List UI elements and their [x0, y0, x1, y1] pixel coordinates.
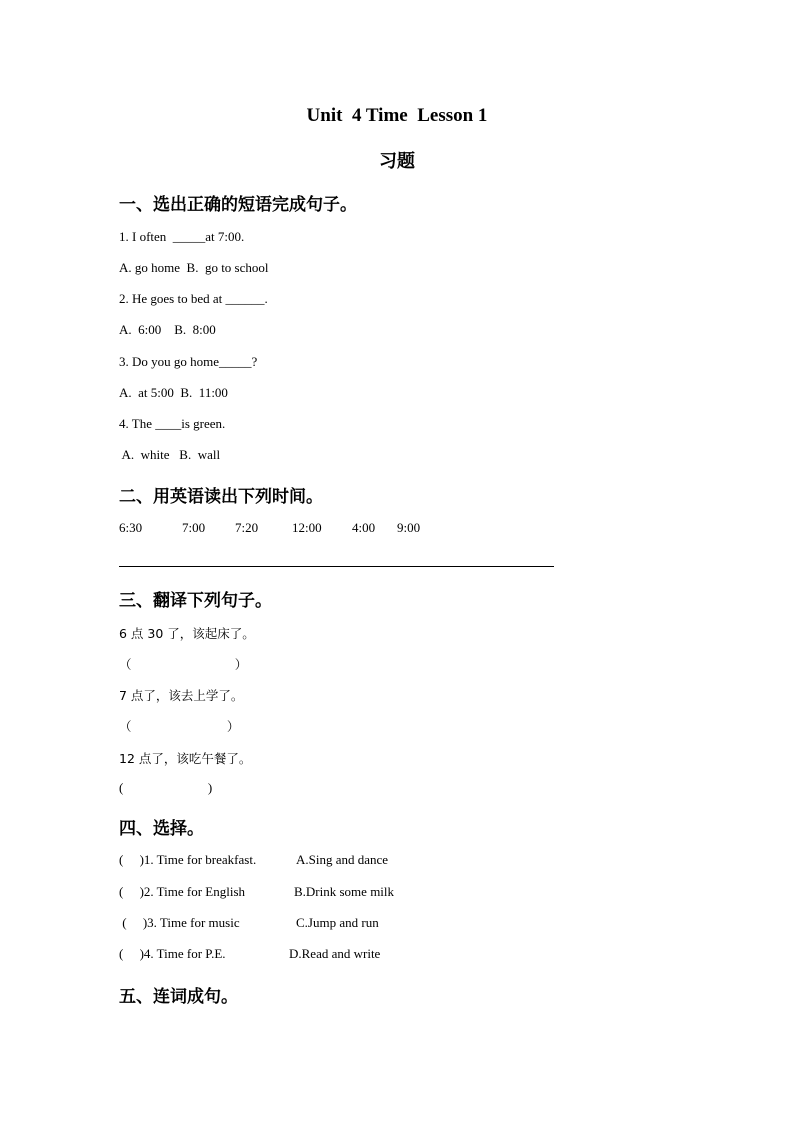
s4-choice-c: C.Jump and run [296, 915, 379, 930]
section-4-heading: 四、选择。 [119, 819, 204, 839]
section-1-heading: 一、选出正确的短语完成句子。 [119, 195, 357, 215]
section-3-heading: 三、翻译下列句子。 [119, 591, 272, 611]
s1-question-3: 3. Do you go home_____? [119, 354, 258, 369]
s4-question-1: ( )1. Time for breakfast. [119, 852, 257, 867]
s1-options-4: A. white B. wall [119, 447, 221, 462]
s4-choice-d: D.Read and write [289, 946, 381, 961]
s3-sentence-1: 6 点 30 了，该起床了。 [119, 626, 255, 641]
s1-options-3: A. at 5:00 B. 11:00 [119, 385, 228, 400]
page-title: Unit 4 Time Lesson 1 [306, 105, 488, 126]
s1-options-2: A. 6:00 B. 8:00 [119, 322, 216, 337]
s4-question-2: ( )2. Time for English [119, 884, 246, 899]
s3-answer-blank-3: ( ) [119, 780, 213, 795]
s3-answer-blank-1: （ ） [119, 657, 248, 672]
time-item: 6:30 [119, 520, 143, 535]
s4-choice-a: A.Sing and dance [296, 852, 389, 867]
section-5-heading: 五、连词成句。 [119, 987, 238, 1007]
s1-question-1: 1. I often _____at 7:00. [119, 229, 245, 244]
time-item: 7:00 [182, 520, 206, 535]
s4-question-4: ( )4. Time for P.E. [119, 946, 226, 961]
page-subtitle: 习题 [379, 151, 415, 171]
section-2-heading: 二、用英语读出下列时间。 [119, 487, 323, 507]
s1-question-4: 4. The ____is green. [119, 416, 226, 431]
s3-answer-blank-2: （ ） [119, 719, 240, 734]
s4-question-3: ( )3. Time for music [119, 915, 240, 930]
time-item: 7:20 [235, 520, 259, 535]
s3-sentence-2: 7 点了，该去上学了。 [119, 688, 244, 703]
answer-line [119, 566, 554, 567]
time-item: 12:00 [292, 520, 322, 535]
s1-question-2: 2. He goes to bed at ______. [119, 291, 268, 306]
time-item: 9:00 [397, 520, 421, 535]
s3-sentence-3: 12 点了，该吃午餐了。 [119, 751, 252, 766]
s1-options-1: A. go home B. go to school [119, 260, 269, 275]
time-item: 4:00 [352, 520, 376, 535]
s4-choice-b: B.Drink some milk [294, 884, 395, 899]
